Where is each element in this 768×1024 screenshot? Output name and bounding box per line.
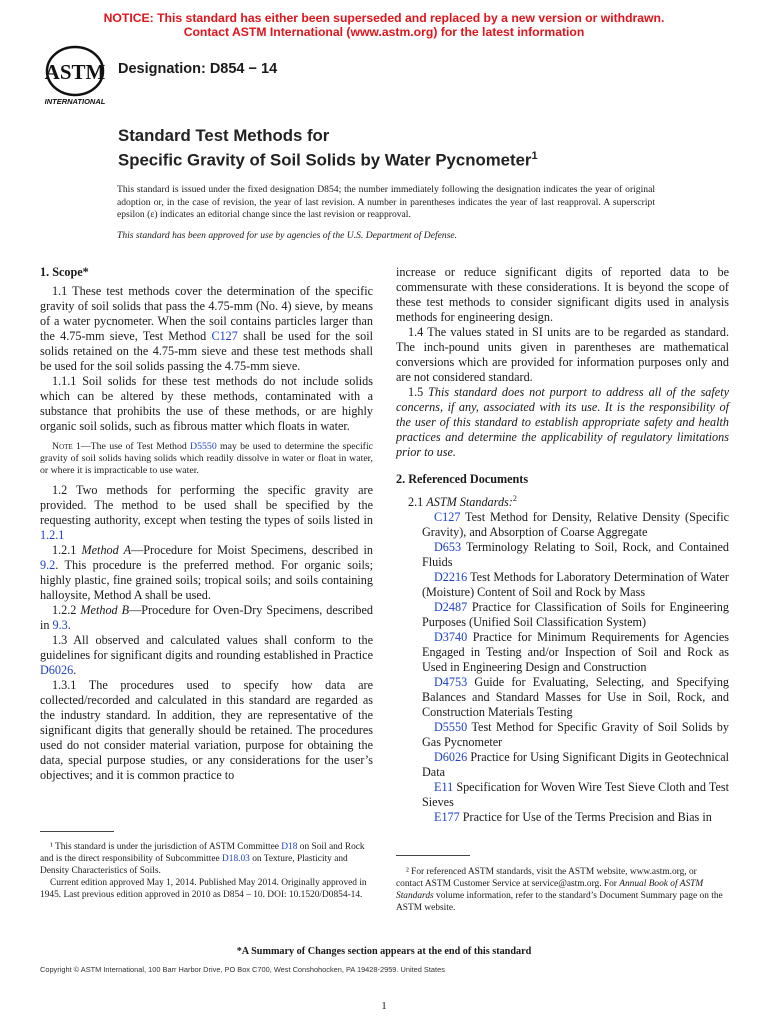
dod-approval: This standard has been approved for use by agencies of the U.S. Department of Defense. <box>117 229 458 241</box>
ref-code-link[interactable]: E11 <box>434 780 454 795</box>
link-c127[interactable]: C127 <box>211 329 238 343</box>
para-1-1-1: 1.1.1 Soil solids for these test methods do not include solids which can be altered by these methods, contaminated with a substance that prohibits the use of these methods, or are highly organic soil solids, such as fibrous matter which floats in water. <box>40 374 373 433</box>
link-9-3[interactable]: 9.3 <box>52 618 68 632</box>
logo-subtext: INTERNATIONAL <box>44 97 106 106</box>
reference-item: D4753 Guide for Evaluating, Selecting, and Specifying Balances and Standard Masses for Use in Soil, Rock, and Construction Materials Testing <box>422 675 730 720</box>
link-d18-03[interactable]: D18.03 <box>222 854 250 864</box>
para-1-4: 1.4 The values stated in SI units are to be regarded as standard. The inch-pound units given in parentheses are mathematical conversions which are provided for information purposes only and are not considered standard. <box>396 325 729 384</box>
ref-code-link[interactable]: D5550 <box>434 720 468 735</box>
notice-line-2: Contact ASTM International (www.astm.org) for the latest information <box>183 25 585 39</box>
link-d18[interactable]: D18 <box>281 842 298 852</box>
note-1: Note 1—The use of Test Method D5550 may be used to determine the specific gravity of soil solids having solids which readily dissolve in water or float in water, or where it is impracticable to use water. <box>40 441 374 476</box>
ref-code-link[interactable]: E177 <box>434 810 460 825</box>
para-1-3: 1.3 All observed and calculated values shall conform to the guidelines for significant digits and rounding established in Practice D6026. <box>40 633 373 677</box>
para-1-3-1: 1.3.1 The procedures used to specify how data are collected/recorded and calculated in this standard are regarded as the industry standard. In addition, they are representative of the significant digits that generally should be retained. The procedures used do not consider material variation, purpose for obtaining the data, special purpose studies, or any considerations for the user’s objectives; and it is common practice to <box>40 678 373 782</box>
para-1-2-1: 1.2.1 Method A—Procedure for Moist Specimens, described in 9.2. This procedure is the preferred method. For organic soils; highly plastic, fine grained soils; tropical soils; and soils containing halloysite, Method A shall be used. <box>40 543 373 602</box>
para-1-2-2: 1.2.2 Method B—Procedure for Oven-Dry Specimens, described in 9.3. <box>40 603 373 632</box>
page-number: 1 <box>381 1000 387 1012</box>
issuance-statement <box>117 184 655 242</box>
link-d6026[interactable]: D6026 <box>40 663 74 677</box>
reference-list <box>396 510 729 825</box>
astm-logo <box>40 44 110 106</box>
reference-item: D6026 Practice for Using Significant Digits in Geotechnical Data <box>422 750 729 780</box>
footnote-rule-left <box>40 831 114 832</box>
summary-of-changes-note: *A Summary of Changes section appears at the end of this standard <box>236 946 532 957</box>
reference-item: E177 Practice for Use of the Terms Precision and Bias in <box>434 810 712 825</box>
footnote-1-edition: Current edition approved May 1, 2014. Published May 2014. Originally approved in 1945. Last previous edition approved in 2010 as D854 – 10. DOI: 10.1520/D0854-14. <box>40 878 367 900</box>
reference-item: D3740 Practice for Minimum Requirements for Agencies Engaged in Testing and/or Inspection of Soil and Rock as Used in Engineering Design and Construction <box>422 630 730 675</box>
ref-code-link[interactable]: D2487 <box>434 600 468 615</box>
scope-heading: 1. Scope* <box>40 265 89 279</box>
para-1-5: 1.5 This standard does not purport to address all of the safety concerns, if any, associated with its use. It is the responsibility of the user of this standard to establish appropriate safety and health practices and determine the applicability of regulatory limitations prior to use. <box>396 385 729 459</box>
reference-item: D5550 Test Method for Specific Gravity of Soil Solids by Gas Pycnometer <box>422 720 729 750</box>
copyright-line: Copyright © ASTM International, 100 Barr Harbor Drive, PO Box C700, West Conshohocken, PA 19428-2959. United States <box>40 965 445 974</box>
link-1-2-1[interactable]: 1.2.1 <box>40 528 65 542</box>
para-2-1: 2.1 ASTM Standards:$^2$ <box>408 494 517 510</box>
reference-item: E11 Specification for Woven Wire Test Sieve Cloth and Test Sieves <box>422 780 729 810</box>
right-column <box>396 265 729 825</box>
link-d5550[interactable]: D5550 <box>190 441 217 452</box>
ref-code-link[interactable]: D2216 <box>434 570 468 585</box>
title-line-1: Standard Test Methods for <box>118 126 330 145</box>
ref-code-link[interactable]: C127 <box>434 510 461 525</box>
supersession-notice <box>0 11 768 39</box>
link-9-2[interactable]: 9.2 <box>40 558 56 572</box>
logo-text: ASTM <box>44 60 106 84</box>
left-column <box>40 265 373 783</box>
para-1-1: 1.1 These test methods cover the determination of the specific gravity of soil solids that pass the 4.75-mm (No. 4) sieve, by means of a water pycnometer. When the soil contains particles larger than the 4.75-mm sieve, Test Method C127 shall be used for the soil solids retained on the 4.75-mm sieve and these test methods shall be used for the soil solids passing the 4.75-mm sieve. <box>40 284 373 373</box>
reference-item: D2216 Test Methods for Laboratory Determination of Water (Moisture) Content of Soil and Rock by Mass <box>422 570 729 600</box>
reference-item: D2487 Practice for Classification of Soils for Engineering Purposes (Unified Soil Classification System) <box>422 600 729 630</box>
issued-text: This standard is issued under the fixed designation D854; the number immediately following the designation indicates the year of original adoption or, in the case of revision, the year of last revision. A number in parentheses indicates the year of last reapproval. A superscript epsilon (ε) indicates an editorial change since the last revision or reapproval. <box>117 184 655 220</box>
notice-line-1: NOTICE: This standard has either been superseded and replaced by a new version or withdrawn. <box>103 11 665 25</box>
ref-code-link[interactable]: D3740 <box>434 630 468 645</box>
footnote-2: ² For referenced ASTM standards, visit the ASTM website, www.astm.org, or contact ASTM Customer Service at service@astm.org. For Annual Book of ASTM Standards volume information, refer to the standard’s Document Summary page on the ASTM website. <box>396 867 723 913</box>
ref-code-link[interactable]: D6026 <box>434 750 468 765</box>
footnote-1: ¹ This standard is under the jurisdiction of ASTM Committee D18 on Soil and Rock and is the direct responsibility of Subcommittee D18.03 on Texture, Plasticity and Density Characteristics of Soils. Current edition approved May 1, 2014. Published May 2014. Originally approved in 1945. Last previous edition approved in 2010 as D854 – 10. DOI: 10.1520/D0854-14. <box>40 841 370 901</box>
ref-code-link[interactable]: D653 <box>434 540 462 555</box>
title-line-2: Specific Gravity of Soil Solids by Water Pycnometer$^1$ <box>118 150 538 170</box>
ref-code-link[interactable]: D4753 <box>434 675 468 690</box>
para-1-3-1-cont: increase or reduce significant digits of reported data to be commensurate with these considerations. It is beyond the scope of these test methods to consider significant digits used in analysis methods for engineering design. <box>396 265 729 324</box>
para-1-2: 1.2 Two methods for performing the specific gravity are provided. The method to be used shall be specified by the requesting authority, except when testing the types of soils listed in 1.2.1 <box>40 483 373 542</box>
referenced-documents-heading: 2. Referenced Documents <box>396 472 529 486</box>
reference-item: D653 Terminology Relating to Soil, Rock, and Contained Fluids <box>422 540 729 570</box>
footnote-rule-right <box>396 855 470 856</box>
reference-item: C127 Test Method for Density, Relative Density (Specific Gravity), and Absorption of Coarse Aggregate <box>422 510 730 540</box>
document-title <box>118 125 538 171</box>
designation: Designation: D854 − 14 <box>118 61 278 77</box>
